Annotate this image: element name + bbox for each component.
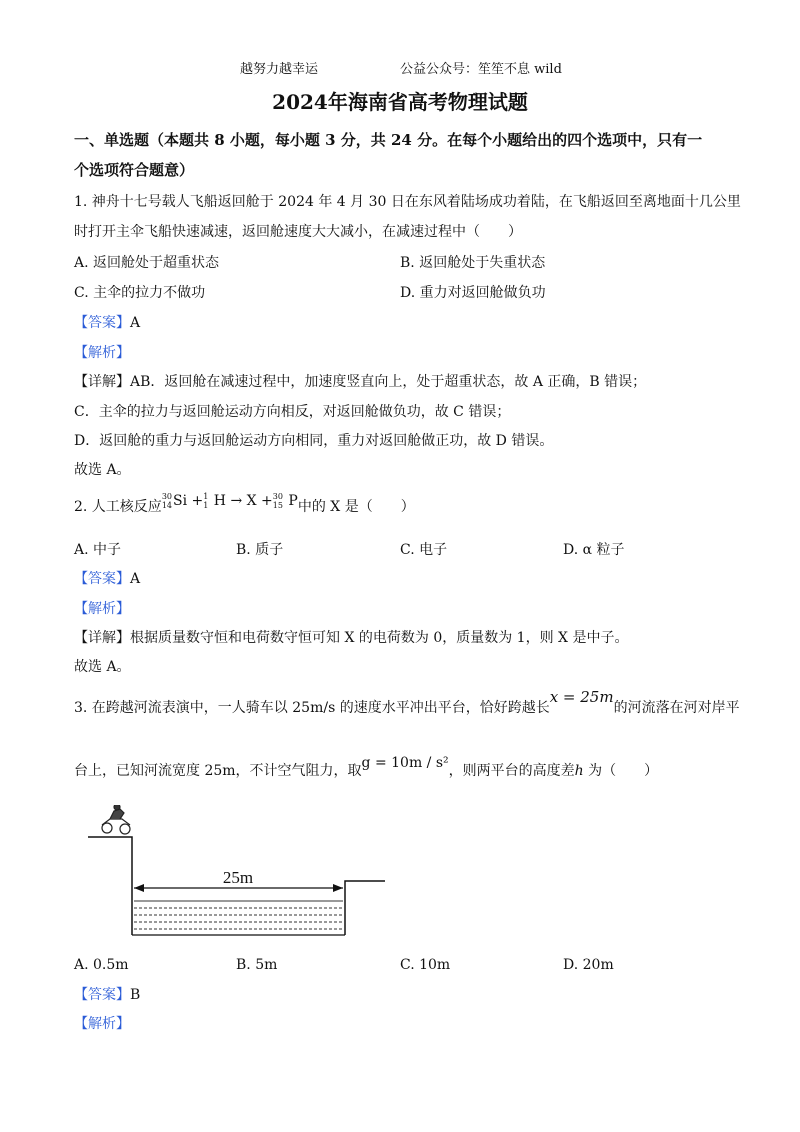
q2-stem	[74, 492, 415, 516]
q1-option-b: B. 返回舱处于失重状态	[400, 255, 546, 271]
q2-answer	[74, 570, 140, 588]
q2-option-b: B. 质子	[236, 542, 284, 558]
answer-tag: 【答案】	[74, 987, 130, 1003]
header-left: 越努力越幸运	[240, 62, 319, 77]
q3-stem2-pre: 台上，已知河流宽度 25m，不计空气阻力，取	[74, 763, 362, 779]
q3-stem-line1	[74, 688, 740, 717]
q2-stem-pre: 2. 人工核反应	[74, 499, 162, 515]
q3-gravity-equation: g = 10m / s²	[361, 755, 449, 771]
header-right: 公益公众号：笙笙不息 wild	[400, 62, 562, 77]
detail-text: 根据质量数守恒和电荷数守恒可知 X 的电荷数为 0，质量数为 1，则 X 是中子。	[130, 630, 629, 646]
q1-stem-line1: 1. 神舟十七号载人飞船返回舱于 2024 年 4 月 30 日在东风着陆场成功着陆，在飞船返回至离地面十几公里	[74, 194, 741, 210]
q3-stem-line2	[74, 755, 659, 780]
q1-detail-line2: C．主伞的拉力与返回舱运动方向相反，对返回舱做负功，故 C 错误；	[74, 404, 511, 420]
page-title: 2024年海南省高考物理试题	[272, 90, 528, 114]
q1-analysis	[74, 344, 130, 362]
q1-option-d: D. 重力对返回舱做负功	[400, 285, 546, 301]
q3-option-b: B. 5m	[236, 957, 278, 973]
q1-detail-line1	[74, 373, 646, 391]
q1-detail-line3: D．返回舱的重力与返回舱运动方向相同，重力对返回舱做正功，故 D 错误。	[74, 433, 554, 449]
detail-text: AB．返回舱在减速过程中，加速度竖直向上，处于超重状态，故 A 正确，B 错误；	[130, 374, 647, 390]
q1-conclusion: 故选 A。	[74, 462, 131, 478]
q3-stem1-pre: 3. 在跨越河流表演中，一人骑车以 25m/s 的速度水平冲出平台，恰好跨越长	[74, 700, 550, 716]
detail-tag: 【详解】	[74, 630, 130, 646]
answer-value: A	[130, 315, 141, 331]
section-heading-line1: 一、单选题（本题共 8 小题，每小题 3 分，共 24 分。在每个小题给出的四个选项中，只有一	[74, 131, 703, 149]
river-jump-figure	[80, 805, 400, 940]
q3-answer	[74, 986, 140, 1004]
q1-stem-line2: 时打开主伞飞船快速减速，返回舱速度大大减小，在减速过程中（ ）	[74, 224, 522, 240]
q2-conclusion: 故选 A。	[74, 659, 131, 675]
analysis-tag: 【解析】	[74, 1016, 130, 1032]
answer-tag: 【答案】	[74, 571, 130, 587]
q3-option-a: A. 0.5m	[74, 957, 129, 973]
analysis-tag: 【解析】	[74, 601, 130, 617]
q2-option-a: A. 中子	[74, 542, 122, 558]
q1-option-a: A. 返回舱处于超重状态	[74, 255, 220, 271]
q3-option-c: C. 10m	[400, 957, 451, 973]
q3-distance-equation: x = 25m	[549, 688, 614, 706]
nuclear-equation: 30 14Si +1 1 H → X +30 15 P	[161, 492, 298, 510]
q1-answer	[74, 314, 140, 332]
q1-option-c: C. 主伞的拉力不做功	[74, 285, 206, 301]
q2-option-c: C. 电子	[400, 542, 448, 558]
answer-value: B	[130, 987, 141, 1003]
q3-stem2-post: ，则两平台的高度差	[448, 763, 575, 779]
section-heading-line2: 个选项符合题意）	[74, 161, 195, 179]
figure-width-label: 25m	[222, 868, 254, 887]
q2-detail	[74, 629, 628, 647]
q2-analysis	[74, 600, 130, 618]
answer-tag: 【答案】	[74, 315, 130, 331]
detail-tag: 【详解】	[74, 374, 130, 390]
q3-stem1-post: 的河流落在河对岸平	[613, 700, 740, 716]
q3-analysis	[74, 1015, 130, 1033]
q3-stem2-end: 为（ ）	[583, 763, 659, 779]
q3-option-d: D. 20m	[563, 957, 614, 973]
q2-stem-post: 中的 X 是（ ）	[297, 499, 415, 515]
motorcycle-rider-icon	[102, 805, 130, 834]
analysis-tag: 【解析】	[74, 345, 130, 361]
q2-option-d: D. α 粒子	[563, 542, 625, 558]
answer-value: A	[130, 571, 141, 587]
q3-height-var: h	[574, 763, 584, 779]
